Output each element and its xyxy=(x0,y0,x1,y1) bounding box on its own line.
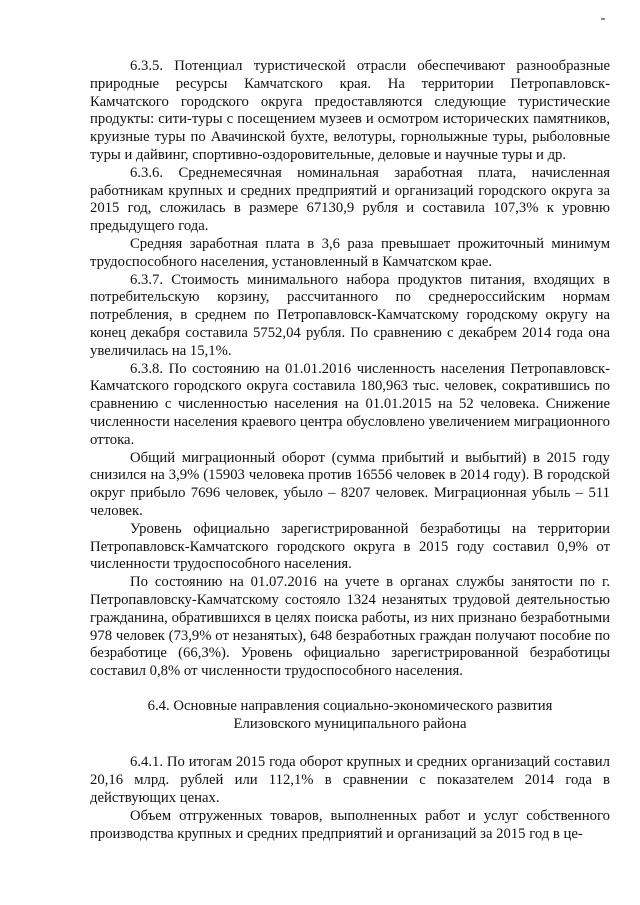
paragraph-6-3-6: 6.3.6. Среднемесячная номинальная заработная плата, начисленная работникам крупных и средних предприятий и организаций городского округа за 2015 год, сложилась в размере 67130,9 рубля и составила 107,3% к уровню предыдущего года. xyxy=(90,164,610,235)
paragraph-6-3-8: 6.3.8. По состоянию на 01.01.2016 численность населения Петропавловск-Камчатского городского округа составила 180,963 тыс. человек, сократившись по сравнению с численностью населения на 01.01.2015 на 52 человека. Снижение численности населения краевого центра обусловлено увеличением миграционного оттока. xyxy=(90,360,610,448)
scan-mark xyxy=(601,18,605,20)
paragraph-employment-service: По состоянию на 01.07.2016 на учете в органах службы занятости по г. Петропавловску-Камчатскому состояло 1324 незанятых трудовой деятельностью гражданина, обратившихся в целях поиска работы, из них признано безработными 978 человек (73,9% от незанятых), 648 безработных граждан получают пособие по безработице (66,3%). Уровень официально зарегистрированной безработицы составил 0,8% от численности трудоспособного населения. xyxy=(90,574,610,680)
section-heading-6-4 xyxy=(90,698,610,734)
paragraph-migration: Общий миграционный оборот (сумма прибытий и выбытий) в 2015 году снизился на 3,9% (15903 человека против 16556 человек в 2014 году). В городской округ прибыло 7696 человек, убыло – 8207 человек. Миграционная убыль – 511 человек. xyxy=(90,449,610,519)
paragraph-wage-ratio: Средняя заработная плата в 3,6 раза превышает прожиточный минимум трудоспособного населения, установленный в Камчатском крае. xyxy=(90,235,610,270)
document-body xyxy=(90,58,610,843)
section-heading-line-1: 6.4. Основные направления социально-экономического развития xyxy=(147,697,553,714)
paragraph-unemployment-rate: Уровень официально зарегистрированной безработицы на территории Петропавловск-Камчатского городского округа в 2015 году составил 0,9% от численности трудоспособного населения. xyxy=(90,520,610,573)
paragraph-6-4-1: 6.4.1. По итогам 2015 года оборот крупных и средних организаций составил 20,16 млрд. рублей или 112,1% в сравнении с показателем 2014 года в действующих ценах. xyxy=(90,754,610,807)
paragraph-shipped-goods: Объем отгруженных товаров, выполненных работ и услуг собственного производства крупных и средних предприятий и организаций за 2015 год в це- xyxy=(90,807,610,842)
section-heading-line-2: Елизовского муниципального района xyxy=(233,715,467,732)
paragraph-6-3-5: 6.3.5. Потенциал туристической отрасли обеспечивают разнообразные природные ресурсы Камчатского края. На территории Петропавловск-Камчатского городского округа предоставляются следующие туристические продукты: сити-туры с посещением музеев и осмотром исторических памятников, круизные туры по Авачинской бухте, велотуры, горнолыжные туры, рыболовные туры и дайвинг, спортивно-оздоровительные, деловые и научные туры и др. xyxy=(90,58,610,163)
paragraph-6-3-7: 6.3.7. Стоимость минимального набора продуктов питания, входящих в потребительскую корзину, рассчитанного по среднероссийским нормам потребления, в среднем по Петропавловск-Камчатскому городскому округу на конец декабря составила 5752,04 рубля. По сравнению с декабрем 2014 года она увеличилась на 15,1%. xyxy=(90,271,610,359)
